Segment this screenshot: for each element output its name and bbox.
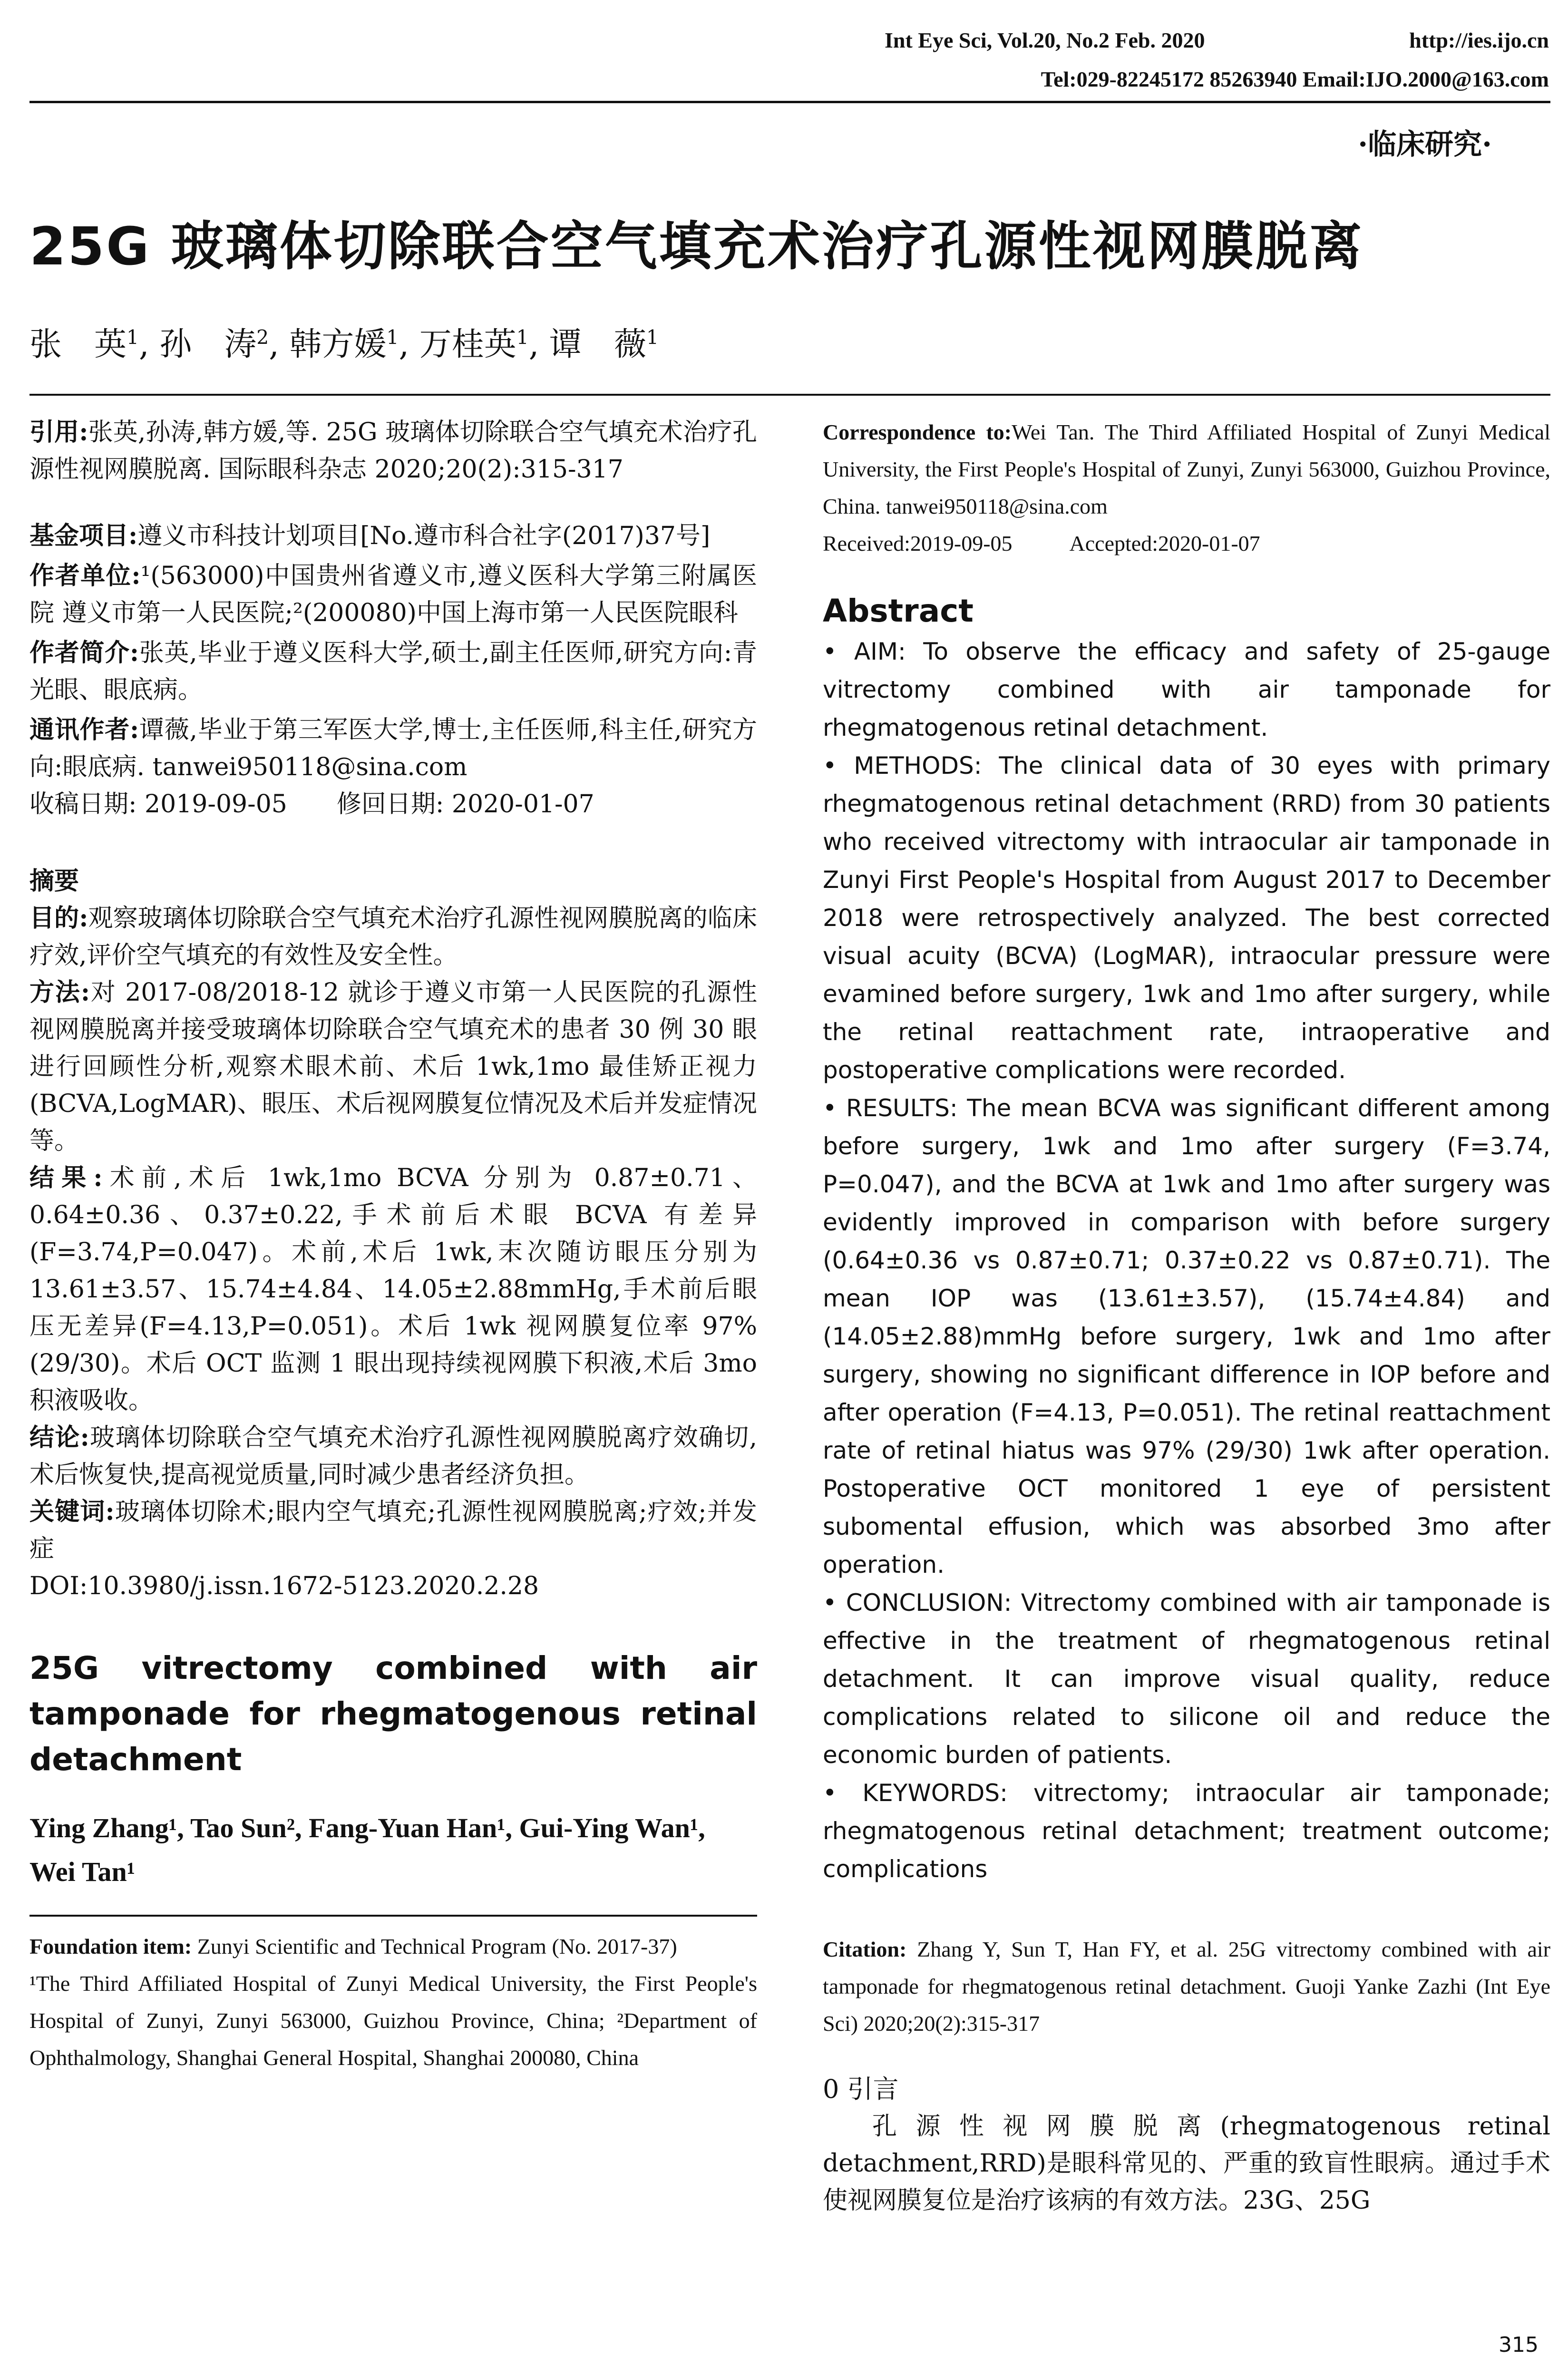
corresponding-author-cn: 通讯作者:谭薇,毕业于第三军医大学,博士,主任医师,科主任,研究方向:眼底病. tanwei950118@sina.com [29, 715, 757, 781]
footnote-rule [29, 1915, 757, 1917]
fund-cn: 基金项目:遵义市科技计划项目[No.遵市科合社字(2017)37号] [29, 521, 711, 550]
authors-cn: 张 英$^1$, 孙 涛$^2$, 韩方媛$^1$, 万桂英$^1$, 谭 薇$^1$ [29, 326, 659, 363]
doi[interactable]: DOI:10.3980/j.issn.1672-5123.2020.2.28 [29, 1572, 539, 1600]
article-title-en: 25G vitrectomy combined with air tamponade for rhegmatogenous retinal detachment [29, 1650, 757, 1778]
journal-url[interactable]: http://ies.ijo.cn [1409, 28, 1549, 52]
citation-en: Citation: Zhang Y, Sun T, Han FY, et al. 25G vitrectomy combined with air tamponade for rhegmatogenous retinal detachment. Guoji Yanke Zazhi (Int Eye Sci) 2020;20(2):315-317 [823, 1937, 1551, 2036]
correspondence-en: Correspondence to:Wei Tan. The Third Affiliated Hospital of Zunyi Medical University, the First People's Hospital of Zunyi, Zunyi 563000, Guizhou Province, China. tanwei950118@sina.com [823, 420, 1551, 518]
abstract-aim-cn: 目的:观察玻璃体切除联合空气填充术治疗孔源性视网膜脱离的临床疗效,评价空气填充的有效性及安全性。 [29, 904, 757, 970]
abstract-methods-cn: 方法:对 2017-08/2018-12 就诊于遵义市第一人民医院的孔源性视网膜脱离并接受玻璃体切除联合空气填充术的患者 30 例 30 眼进行回顾性分析,观察术眼术前、术后 1wk,1mo 最佳矫正视力(BCVA,LogMAR)、眼压、术后视网膜复位情况及术后并发症情况等。 [29, 978, 757, 1155]
intro-heading: 0 引言 [823, 2074, 899, 2104]
page-number: 315 [1499, 2333, 1539, 2357]
journal-info: Int Eye Sci, Vol.20, No.2 Feb. 2020 [885, 28, 1205, 52]
abstract-results-cn: 结果:术前,术后 1wk,1mo BCVA 分别为 0.87±0.71、0.64±0.36、0.37±0.22,手术前后术眼 BCVA 有差异(F=3.74,P=0.047)。术前,术后 1wk,末次随访眼压分别为 13.61±3.57、15.74±4.84、14.05±2.88mmHg,手术前后眼压无差异(F=4.13,P=0.051)。术后 1wk 视网膜复位率 97%(29/30)。术后 OCT 监测 1 眼出现持续视网膜下积液,术后 3mo 积液吸收。 [29, 1163, 757, 1415]
received-accepted: Received:2019-09-05 Accepted:2020-01-07 [823, 531, 1260, 555]
header-rule [29, 101, 1550, 103]
abstract-heading-en: Abstract [823, 593, 974, 629]
affiliation-cn: 作者单位:¹(563000)中国贵州省遵义市,遵义医科大学第三附属医院 遵义市第一人民医院;²(200080)中国上海市第一人民医院眼科 [29, 561, 757, 627]
section-label: ·临床研究· [1358, 128, 1492, 161]
title-rule [29, 394, 1550, 396]
dates-cn: 收稿日期: 2019-09-05 修回日期: 2020-01-07 [29, 790, 594, 818]
author-bio-cn: 作者简介:张英,毕业于遵义医科大学,硕士,副主任医师,研究方向:青光眼、眼底病。 [29, 638, 757, 704]
left-column [29, 414, 757, 2076]
keywords-en: • KEYWORDS: vitrectomy; intraocular air tamponade; rhegmatogenous retinal detachment; treatment outcome; complications [823, 1779, 1550, 1883]
abstract-conclusion-cn: 结论:玻璃体切除联合空气填充术治疗孔源性视网膜脱离疗效确切,术后恢复快,提高视觉质量,同时减少患者经济负担。 [29, 1423, 758, 1489]
affiliation-en: ¹The Third Affiliated Hospital of Zunyi Medical University, the First People's Hospital of Zunyi, Zunyi 563000, Guizhou Province, China; ²Department of Ophthalmology, Shanghai General Hospital, Shanghai 200080, China [29, 1971, 757, 2070]
author-cn: 谭 薇$^1$ [549, 326, 659, 363]
journal-contact: Tel:029-82245172 85263940 Email:IJO.2000@163.com [1041, 67, 1549, 91]
author-cn: 韩方媛$^1$ [289, 326, 399, 363]
abstract-conclusion-en: • CONCLUSION: Vitrectomy combined with air tamponade is effective in the treatment of rhegmatogenous retinal detachment. It can improve visual quality, reduce complications related to silicone oil and reduce the economic burden of patients. [823, 1589, 1550, 1769]
author-cn: 张 英$^1$ [29, 326, 139, 363]
abstract-heading-cn: 摘要 [29, 867, 79, 896]
abstract-methods-en: • METHODS: The clinical data of 30 eyes with primary rhegmatogenous retinal detachment (RRD) from 30 patients who received vitrectomy with intraocular air tamponade in Zunyi First People's Hospital from August 2017 to December 2018 were retrospectively analyzed. The best corrected visual acuity (BCVA) (LogMAR), intraocular pressure were evamined before surgery, 1wk and 1mo after surgery, while the retinal reattachment rate, intraoperative and postoperative complications were recorded. [823, 752, 1550, 1084]
abstract-aim-en: • AIM: To observe the efficacy and safety of 25-gauge vitrectomy combined with air tamponade for rhegmatogenous retinal detachment. [823, 638, 1550, 741]
keywords-cn: 关键词:玻璃体切除术;眼内空气填充;孔源性视网膜脱离;疗效;并发症 [29, 1497, 757, 1563]
right-column [823, 414, 1550, 2219]
author-cn: 孙 涛$^2$ [159, 326, 269, 363]
abstract-results-en: • RESULTS: The mean BCVA was significant different among before surgery, 1wk and 1mo after surgery (F=3.74, P=0.047), and the BCVA at 1wk and 1mo after surgery was evidently improved in comparison with before surgery (0.64±0.36 vs 0.87±0.71; 0.37±0.22 vs 0.87±0.71). The mean IOP was (13.61±3.57), (15.74±4.84) and (14.05±2.88)mmHg before surgery, 1wk and 1mo after surgery, showing no significant difference in IOP before and after operation (F=4.13, P=0.051). The retinal reattachment rate of retinal hiatus was 97% (29/30) 1wk after operation. Postoperative OCT monitored 1 eye of persistent subomental effusion, which was absorbed 3mo after operation. [823, 1094, 1550, 1578]
foundation-en: Foundation item: Zunyi Scientific and Technical Program (No. 2017-37) [29, 1934, 677, 1958]
intro-text: 孔源性视网膜脱离(rhegmatogenous retinal detachment,RRD)是眼科常见的、严重的致盲性眼病。通过手术使视网膜复位是治疗该病的有效方法。23G、25G [823, 2112, 1550, 2215]
article-title-cn: 25G 玻璃体切除联合空气填充术治疗孔源性视网膜脱离 [29, 216, 1364, 277]
author-cn: 万桂英$^1$ [419, 326, 529, 363]
citation-cn: 引用:张英,孙涛,韩方媛,等. 25G 玻璃体切除联合空气填充术治疗孔源性视网膜脱离. 国际眼科杂志 2020;20(2):315-317 [29, 418, 757, 484]
authors-en: Ying Zhang¹, Tao Sun², Fang-Yuan Han¹, Gui-Ying Wan¹, Wei Tan¹ [29, 1812, 705, 1887]
